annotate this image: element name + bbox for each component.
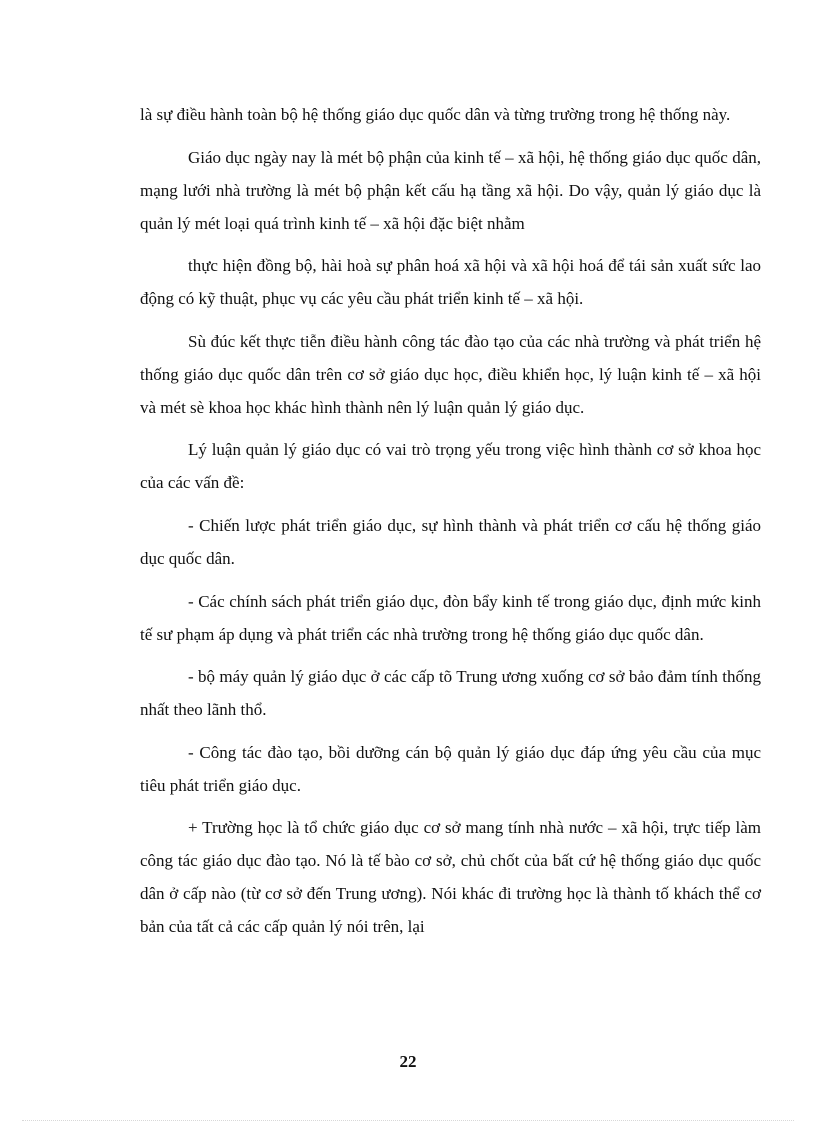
- paragraph-social-differentiation: thực hiện đồng bộ, hài hoà sự phân hoá xã hội và xã hội hoá để tái sản xuất sức lao động có kỹ thuật, phục vụ các yêu cầu phát triển kinh tế – xã hội.: [140, 256, 761, 309]
- paragraph-theory-role: Lý luận quản lý giáo dục có vai trò trọng yếu trong việc hình thành cơ sở khoa học của các vấn đề:: [140, 440, 761, 493]
- paragraph-continuation: là sự điều hành toàn bộ hệ thống giáo dục quốc dân và từng trường trong hệ thống này.: [140, 105, 731, 124]
- list-item-apparatus: - bộ máy quản lý giáo dục ở các cấp tõ Trung ương xuống cơ sở bảo đảm tính thống nhất theo lãnh thổ.: [140, 667, 761, 720]
- list-item-strategy: - Chiến lược phát triển giáo dục, sự hình thành và phát triển cơ cấu hệ thống giáo dục quốc dân.: [140, 515, 761, 568]
- paragraph-schools: + Trường học là tổ chức giáo dục cơ sở mang tính nhà nước – xã hội, trực tiếp làm công tác giáo dục đào tạo. Nó là tế bào cơ sở, chủ chốt của bất cứ hệ thống giáo dục quốc dân ở cấp nào (từ cơ sở đến Trung ương). Nói khác đi trường học là thành tố khách thể cơ bản của tất cả các cấp quản lý nói trên, lại: [140, 818, 761, 937]
- list-item-policies: - Các chính sách phát triển giáo dục, đòn bẩy kinh tế trong giáo dục, định mức kinh tế sư phạm áp dụng và phát triển các nhà trường trong hệ thống giáo dục quốc dân.: [140, 591, 761, 644]
- list-item-training: - Công tác đào tạo, bồi dưỡng cán bộ quản lý giáo dục đáp ứng yêu cầu của mục tiêu phát triển giáo dục.: [140, 742, 761, 795]
- paragraph-education-society: Giáo dục ngày nay là mét bộ phận của kinh tế – xã hội, hệ thống giáo dục quốc dân, mạng lưới nhà trường là mét bộ phận kết cấu hạ tầng xã hội. Do vậy, quản lý giáo dục là quản lý mét loại quá trình kinh tế – xã hội đặc biệt nhằm: [140, 147, 761, 233]
- page-body: [140, 98, 761, 953]
- page-bottom-divider: [22, 1120, 794, 1121]
- page-number: 22: [399, 1052, 417, 1071]
- paragraph-management-theory: Sù đúc kết thực tiễn điều hành công tác đào tạo của các nhà trường và phát triển hệ thống giáo dục quốc dân trên cơ sở giáo dục học, điều khiển học, lý luận kinh tế – xã hội và mét sè khoa học khác hình thành nên lý luận quản lý giáo dục.: [140, 331, 761, 417]
